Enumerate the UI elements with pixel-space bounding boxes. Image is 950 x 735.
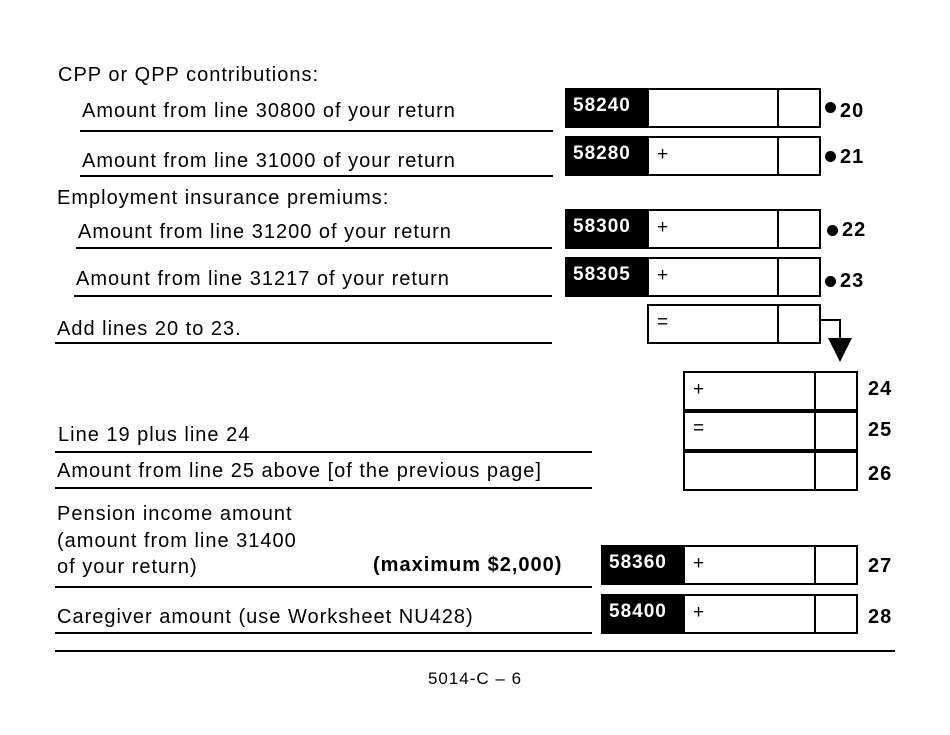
line-26-rule [55, 487, 592, 489]
sum-sign: = [657, 312, 669, 333]
line-24-amount-field[interactable] [683, 371, 858, 411]
line-22-amount-field[interactable] [647, 209, 821, 249]
lines-20-23-total-field[interactable] [647, 304, 821, 344]
code-58360: 58360 [601, 545, 685, 585]
line-23-cents-field[interactable] [777, 257, 821, 297]
line-number-20: 20 [840, 100, 865, 122]
line-24-sign: + [693, 379, 705, 400]
line-25-label: Line 19 plus line 24 [58, 424, 251, 446]
page-number: 5014-C – 6 [427, 669, 523, 688]
line-27-cents-field[interactable] [814, 545, 858, 585]
line-23-rule [74, 295, 552, 297]
line-26-cents-field[interactable] [814, 451, 858, 491]
code-58300: 58300 [565, 209, 649, 249]
line-21-amount-field[interactable] [647, 136, 821, 176]
line-23-sign: + [657, 265, 669, 286]
line-22-sign: + [657, 217, 669, 238]
line-28-amount-field[interactable] [683, 594, 858, 634]
line-27-maximum: (maximum $2,000) [373, 554, 563, 576]
add-lines-rule [55, 342, 552, 344]
line-27-label-3: of your return) [57, 556, 198, 578]
line-number-26: 26 [868, 463, 893, 485]
line-25-sign: = [693, 418, 705, 439]
bullet-icon [825, 102, 836, 113]
line-number-23: 23 [840, 270, 865, 292]
line-25-cents-field[interactable] [814, 409, 858, 451]
line-27-label-2: (amount from line 31400 [57, 530, 297, 552]
line-27-sign: + [693, 553, 705, 574]
line-20-rule [80, 130, 553, 132]
line-20-label: Amount from line 30800 of your return [82, 100, 456, 122]
line-28-sign: + [693, 602, 705, 623]
line-25-amount-field[interactable] [683, 409, 858, 451]
line-20-amount-field[interactable] [647, 88, 821, 128]
line-22-cents-field[interactable] [777, 209, 821, 249]
lines-20-23-total-cents-field[interactable] [777, 304, 821, 344]
line-21-rule [80, 175, 553, 177]
line-23-label: Amount from line 31217 of your return [76, 268, 450, 290]
line-24-cents-field[interactable] [814, 371, 858, 411]
line-27-rule [55, 586, 592, 588]
add-lines-label: Add lines 20 to 23. [57, 318, 242, 340]
footer-rule [55, 650, 895, 652]
arrow-down-icon [818, 318, 858, 366]
line-number-21: 21 [840, 146, 865, 168]
line-23-amount-field[interactable] [647, 257, 821, 297]
code-58305: 58305 [565, 257, 649, 297]
code-58240: 58240 [565, 88, 649, 128]
bullet-icon [825, 276, 836, 287]
line-21-sign: + [657, 144, 669, 165]
line-25-rule [55, 451, 592, 453]
line-number-25: 25 [868, 419, 893, 441]
line-20-cents-field[interactable] [777, 88, 821, 128]
bullet-icon [827, 225, 838, 236]
ei-premiums-heading: Employment insurance premiums: [57, 187, 390, 209]
line-21-label: Amount from line 31000 of your return [82, 150, 456, 172]
line-number-28: 28 [868, 606, 893, 628]
line-28-rule [55, 632, 592, 634]
line-28-cents-field[interactable] [814, 594, 858, 634]
line-26-label: Amount from line 25 above [of the previous page] [57, 460, 542, 482]
line-21-cents-field[interactable] [777, 136, 821, 176]
line-26-amount-field[interactable] [683, 451, 858, 491]
line-22-label: Amount from line 31200 of your return [78, 221, 452, 243]
line-27-amount-field[interactable] [683, 545, 858, 585]
line-number-24: 24 [868, 378, 893, 400]
line-22-rule [76, 247, 552, 249]
code-58400: 58400 [601, 594, 685, 634]
line-27-label-1: Pension income amount [57, 503, 293, 525]
code-58280: 58280 [565, 136, 649, 176]
line-number-27: 27 [868, 555, 893, 577]
cpp-qpp-heading: CPP or QPP contributions: [58, 64, 320, 86]
line-number-22: 22 [842, 219, 867, 241]
line-28-label: Caregiver amount (use Worksheet NU428) [57, 606, 474, 628]
bullet-icon [825, 151, 836, 162]
